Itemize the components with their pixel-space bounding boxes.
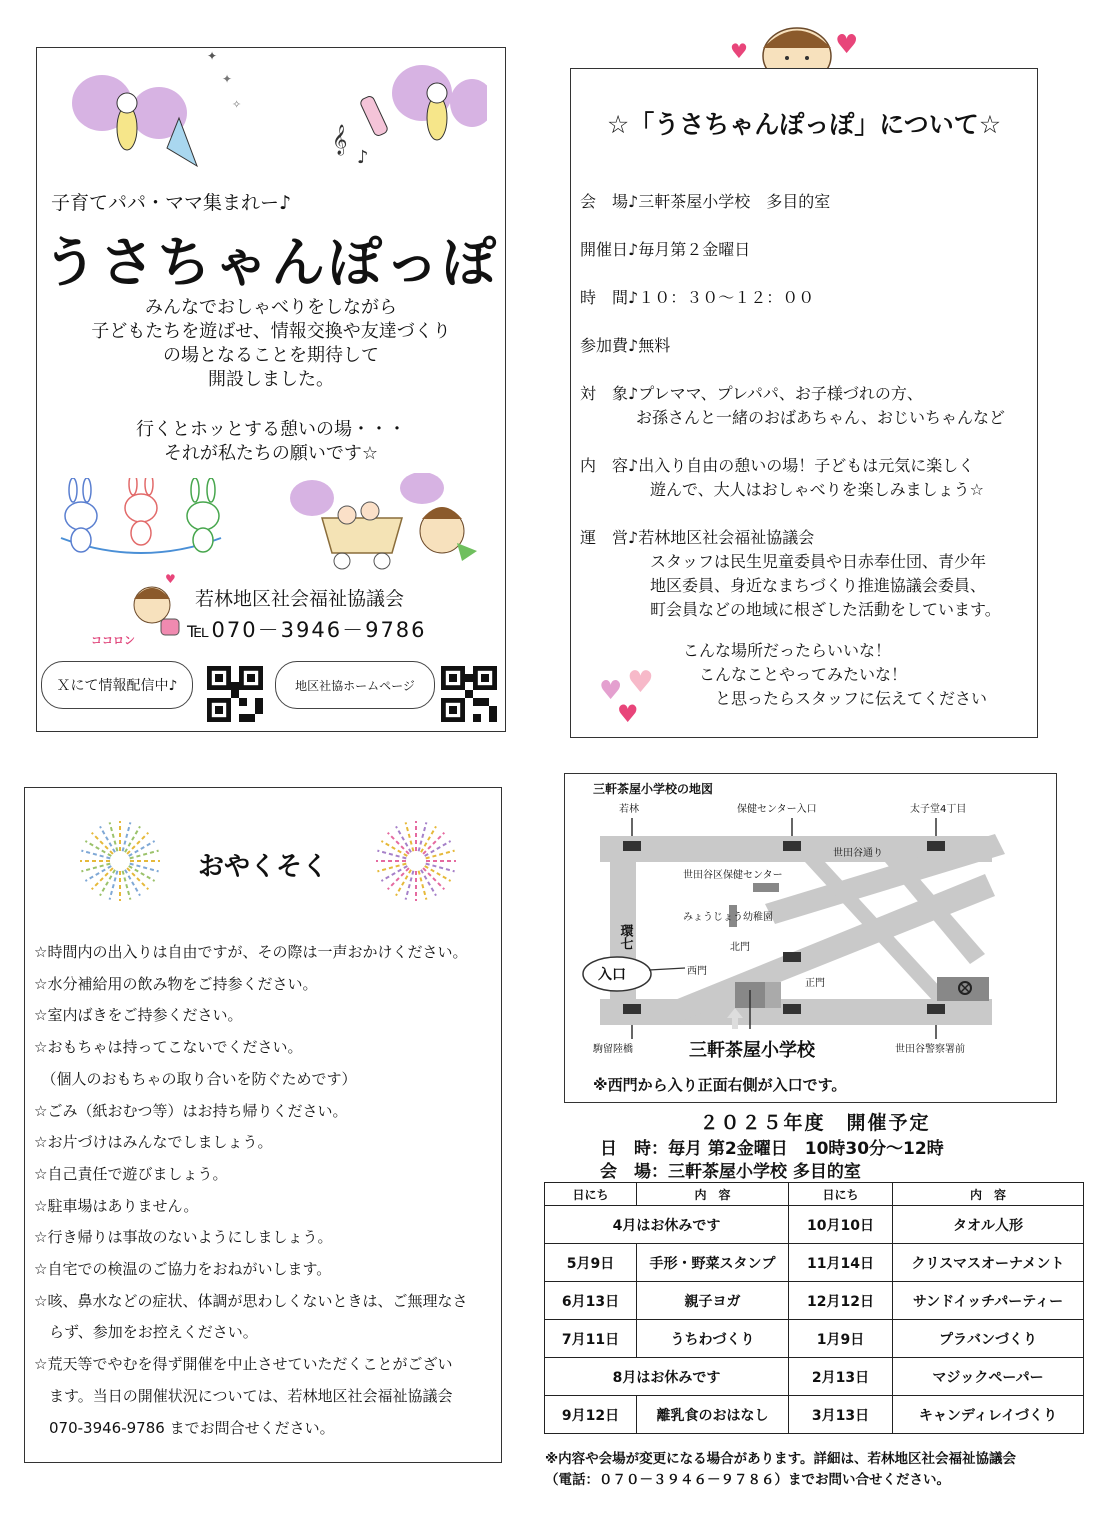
map-label-entrance: 入口 bbox=[598, 967, 626, 983]
table-cell: 6月13日 bbox=[545, 1282, 637, 1320]
rule-item: ☆お片づけはみんなでしましょう。 bbox=[34, 1133, 273, 1152]
svg-text:✦: ✦ bbox=[207, 49, 218, 63]
map-label-police: 世田谷警察署前 bbox=[895, 1044, 965, 1055]
svg-text:𝄞: 𝄞 bbox=[332, 125, 348, 155]
rule-item: ☆駐車場はありません。 bbox=[34, 1196, 199, 1215]
schedule-table bbox=[544, 1182, 1084, 1434]
table-row bbox=[545, 1358, 1084, 1396]
info-row-time: 時 間♪１０：３０～１２：００ bbox=[580, 288, 815, 307]
info-row-venue: 会 場♪三軒茶屋小学校 多目的室 bbox=[580, 192, 831, 211]
info-row-target: 対 象♪プレママ、プレパパ、お子様づれの方、 お孫さんと一緒のおばあちゃん、おじいちゃんなど bbox=[580, 384, 1005, 427]
svg-text:♥: ♥ bbox=[165, 572, 176, 586]
rule-item: ☆自己責任で遊びましょう。 bbox=[34, 1164, 228, 1183]
schedule-datetime: 日 時：毎月 第2金曜日 10時30分～12時 bbox=[600, 1139, 944, 1159]
rule-item: （個人のおもちゃの取り合いを防ぐためです） bbox=[34, 1069, 357, 1088]
org-name: 若林地区社会福祉協議会 bbox=[195, 588, 405, 610]
flyer-panel bbox=[36, 47, 506, 732]
info-row-content: 内 容♪出入り自由の憩いの場！子どもは元気に楽しく 遊んで、大人はおしゃべりを楽しみましょう☆ bbox=[580, 456, 985, 499]
rule-item: ☆行き帰りは事故のないようにしましょう。 bbox=[34, 1228, 333, 1247]
schedule-footnote-1: ※内容や会場が変更になる場合があります。詳細は、若林地区社会福祉協議会 bbox=[545, 1451, 1017, 1467]
table-row bbox=[545, 1206, 1084, 1244]
table-cell: クリスマスオーナメント bbox=[893, 1244, 1084, 1282]
table-cell: うちわづくり bbox=[637, 1320, 789, 1358]
table-cell: 手形・野菜スタンプ bbox=[637, 1244, 789, 1282]
table-cell: 11月14日 bbox=[789, 1244, 893, 1282]
map-panel bbox=[564, 773, 1057, 1103]
table-cell: 10月10日 bbox=[789, 1206, 893, 1244]
map-label-setagaya-dori: 世田谷通り bbox=[833, 848, 883, 859]
wish-text: 行くとホッとする憩いの場・・・ それが私たちの願いです☆ bbox=[136, 419, 406, 464]
rule-item: ☆水分補給用の飲み物をご持参ください。 bbox=[34, 974, 318, 993]
table-cell: 4月はお休みです bbox=[545, 1206, 789, 1244]
about-panel bbox=[570, 68, 1038, 738]
homepage-bubble: 地区社協ホームページ bbox=[275, 661, 435, 709]
table-cell: プラバンづくり bbox=[893, 1320, 1084, 1358]
table-cell: キャンディレイづくり bbox=[893, 1396, 1084, 1434]
x-info-bubble: Ｘにて情報配信中♪ bbox=[41, 661, 193, 709]
map-label-school: 三軒茶屋小学校 bbox=[689, 1040, 815, 1061]
map-label-wakabayashi: 若林 bbox=[619, 804, 639, 815]
stroller-illustration bbox=[282, 473, 482, 573]
map-caption: 三軒茶屋小学校の地図 bbox=[593, 782, 714, 796]
table-row bbox=[545, 1244, 1084, 1282]
mascot-label: ココロン bbox=[91, 634, 135, 647]
map-label-taishido: 太子堂4丁目 bbox=[910, 804, 967, 815]
table-header: 日にち bbox=[545, 1183, 637, 1206]
info-row-operator: 運 営♪若林地区社会福祉協議会 スタッフは民生児童委員や日赤奉仕団、青少年 地区委員、身近なまちづくり推進協議会委員、 町会員などの地域に根ざした活動をしています。 bbox=[580, 528, 1001, 619]
svg-text:♥: ♥ bbox=[627, 665, 654, 700]
svg-text:✦: ✦ bbox=[222, 72, 233, 86]
x-qr-code[interactable] bbox=[207, 666, 263, 722]
table-cell: 7月11日 bbox=[545, 1320, 637, 1358]
info-row-fee: 参加費♪無料 bbox=[580, 336, 671, 355]
school-map bbox=[565, 774, 1055, 1074]
table-header-row bbox=[545, 1183, 1084, 1206]
flyer-title: うさちゃんぽっぽ bbox=[43, 231, 499, 294]
svg-text:♥: ♥ bbox=[617, 700, 639, 724]
table-cell: 離乳食のおはなし bbox=[637, 1396, 789, 1434]
map-label-komazawa: 駒留陸橋 bbox=[593, 1044, 633, 1055]
tagline: 子育てパパ・ママ集まれー♪ bbox=[51, 192, 292, 214]
rule-item: らず、参加をお控えください。 bbox=[34, 1323, 258, 1342]
firework-icon bbox=[371, 816, 461, 906]
map-label-hoken-center: 世田谷区保健センター bbox=[683, 870, 783, 881]
rule-item: ☆荒天等でやむを得ず開催を中止させていただくことがござい bbox=[34, 1355, 453, 1374]
rule-item: 070-3946-9786 までお問合せください。 bbox=[34, 1418, 335, 1437]
phone-number: ℡070－3946－9786 bbox=[187, 618, 427, 642]
table-header: 日にち bbox=[789, 1183, 893, 1206]
map-label-nishimon: 西門 bbox=[687, 966, 707, 977]
svg-text:♪: ♪ bbox=[357, 147, 369, 168]
info-row-date: 開催日♪毎月第２金曜日 bbox=[580, 240, 751, 259]
table-cell: 1月9日 bbox=[789, 1320, 893, 1358]
svg-text:♥: ♥ bbox=[730, 39, 748, 63]
table-row bbox=[545, 1396, 1084, 1434]
rule-item: ☆時間内の出入りは自由ですが、その際は一声おかけください。 bbox=[34, 943, 468, 961]
svg-text:♥: ♥ bbox=[835, 30, 859, 60]
rule-item: ☆おもちゃは持ってこないでください。 bbox=[34, 1038, 303, 1057]
rule-item: ☆咳、鼻水などの症状、体調が思わしくないときは、ご無理なさ bbox=[34, 1291, 468, 1310]
intro-text: みんなでおしゃべりをしながら 子どもたちを遊ばせ、情報交換や友達づくり の場となることを期待して 開設しました。 bbox=[91, 297, 451, 390]
table-cell: 9月12日 bbox=[545, 1396, 637, 1434]
rules-panel bbox=[24, 787, 502, 1463]
homepage-qr-code[interactable] bbox=[441, 666, 497, 722]
schedule-venue: 会 場：三軒茶屋小学校 多目的室 bbox=[600, 1162, 861, 1182]
rule-item: ☆室内ばきをご持参ください。 bbox=[34, 1006, 243, 1025]
table-cell: サンドイッチパーティー bbox=[893, 1282, 1084, 1320]
table-cell: 5月9日 bbox=[545, 1244, 637, 1282]
table-cell: 3月13日 bbox=[789, 1396, 893, 1434]
table-cell: 親子ヨガ bbox=[637, 1282, 789, 1320]
hearts-icon bbox=[597, 664, 672, 724]
staff-message: こんな場所だったらいいな！ こんなことやってみたいな！ と思ったらスタッフに伝えてください bbox=[683, 641, 988, 708]
map-label-kan7: 環七 bbox=[617, 924, 633, 950]
about-title: ☆「うさちゃんぽっぽ」について☆ bbox=[606, 110, 1002, 139]
rabbits-illustration bbox=[51, 478, 231, 568]
rule-item: ます。当日の開催状況については、若林地区社会福祉協議会 bbox=[34, 1386, 453, 1405]
table-cell: 2月13日 bbox=[789, 1358, 893, 1396]
rules-title: おやくそく bbox=[197, 852, 328, 882]
map-label-kitamon: 北門 bbox=[730, 942, 750, 953]
table-cell: 8月はお休みです bbox=[545, 1358, 789, 1396]
butterfly-illustrations bbox=[67, 48, 487, 183]
table-cell: 12月12日 bbox=[789, 1282, 893, 1320]
schedule-footnote-2: （電話：０７０－３９４６－９７８６）までお問い合せください。 bbox=[545, 1472, 950, 1488]
map-label-kindergarten: みょうじょう幼稚園 bbox=[683, 912, 773, 923]
rule-item: ☆ごみ（紙おむつ等）はお持ち帰りください。 bbox=[34, 1101, 348, 1120]
table-cell: マジックペーパー bbox=[893, 1358, 1084, 1396]
map-label-hoken-iriguchi: 保健センター入口 bbox=[737, 804, 817, 815]
table-header: 内 容 bbox=[893, 1183, 1084, 1206]
schedule-heading: ２０２５年度 開催予定 bbox=[699, 1112, 931, 1134]
table-cell: タオル人形 bbox=[893, 1206, 1084, 1244]
svg-text:✧: ✧ bbox=[232, 98, 242, 111]
rule-item: ☆自宅での検温のご協力をおねがいします。 bbox=[34, 1260, 332, 1278]
map-note: ※西門から入り正面右側が入口です。 bbox=[593, 1076, 847, 1094]
table-header: 内 容 bbox=[637, 1183, 789, 1206]
svg-text:♥: ♥ bbox=[599, 676, 623, 706]
map-label-seimon: 正門 bbox=[805, 978, 825, 989]
table-row bbox=[545, 1282, 1084, 1320]
table-row bbox=[545, 1320, 1084, 1358]
